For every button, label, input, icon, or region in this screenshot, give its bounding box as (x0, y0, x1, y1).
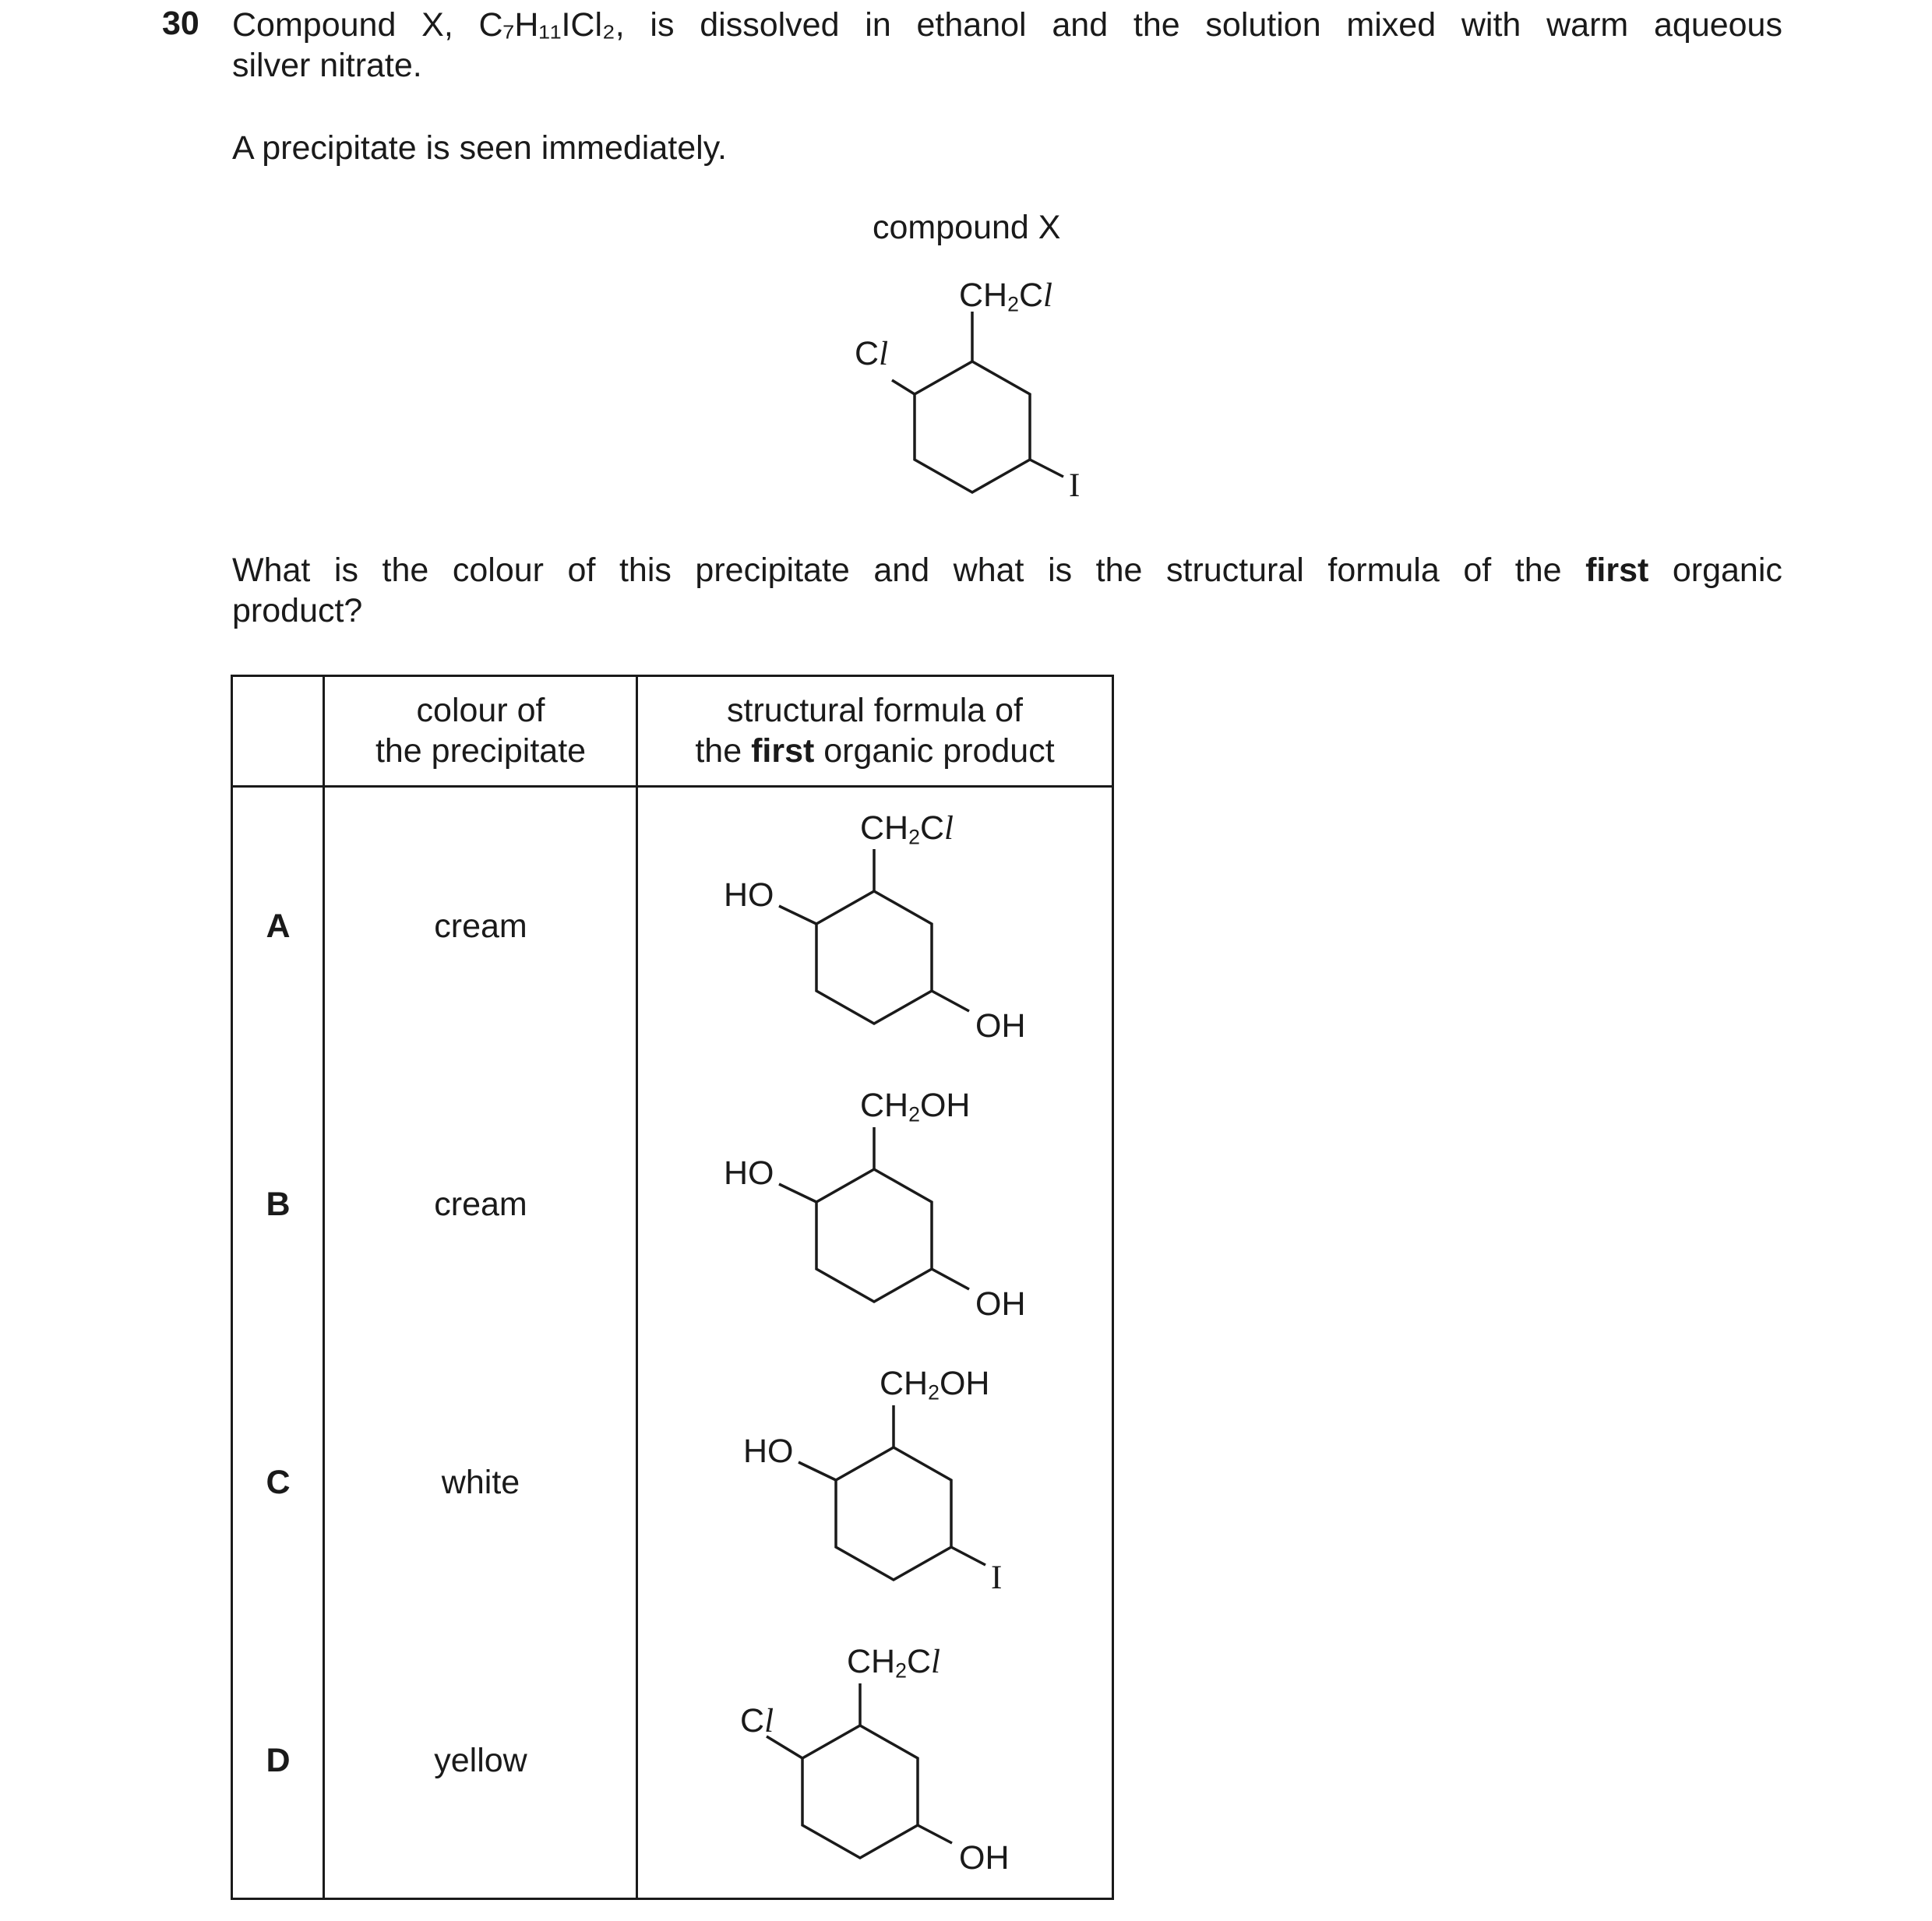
question-number: 30 (162, 5, 199, 42)
header-colour-line2: the precipitate (375, 732, 587, 770)
prompt1-word: the (1095, 552, 1143, 589)
row-letter-d: D (266, 1742, 291, 1779)
option-a-left-label: HO (724, 876, 774, 914)
prompt1-word: the (382, 552, 429, 589)
row-colour-b: cream (434, 1186, 527, 1223)
option-d-left-label: Cl (740, 1702, 774, 1739)
header-formula-line1: structural formula of (727, 692, 1023, 729)
option-b-left-label: HO (724, 1154, 774, 1192)
row-letter-c: C (266, 1464, 291, 1501)
option-c-top-label: $CH_2OH$ (880, 1365, 990, 1405)
option-d-ring (767, 1683, 952, 1858)
option-b-right-label: OH (975, 1285, 1026, 1323)
compound-x-caption: compound X (873, 209, 1061, 246)
prompt1-word: structural (1166, 552, 1304, 589)
line1-word: aqueous (1653, 6, 1782, 44)
option-c-left-label: HO (743, 1433, 794, 1470)
line1-word: warm (1546, 6, 1629, 44)
prompt1-word: the (1514, 552, 1562, 589)
header-formula-post: organic product (814, 732, 1055, 770)
option-a-top-label: $CH_2Cl$ (860, 809, 954, 849)
option-c-ring (799, 1405, 985, 1580)
option-a-right-label: OH (975, 1007, 1026, 1045)
prompt1-word: precipitate (695, 552, 850, 589)
prompt1-word: formula (1327, 552, 1440, 589)
line1-word: in (865, 6, 891, 44)
line1-word: mixed (1346, 6, 1437, 44)
compound-x-top-label: $CH_2Cl$ (959, 277, 1052, 316)
question-stem-line2: silver nitrate. (232, 47, 422, 84)
option-d-right-label: OH (959, 1839, 1010, 1877)
prompt1-word: of (1463, 552, 1492, 589)
line1-word: with (1461, 6, 1521, 44)
prompt1-word: organic (1672, 552, 1782, 589)
option-b-ring (779, 1127, 969, 1302)
prompt1-word: colour (452, 552, 544, 589)
line1-word: C₇H₁₁ICl₂, (478, 6, 625, 44)
row-colour-a: cream (434, 908, 527, 945)
header-formula-pre: the (695, 732, 752, 770)
prompt1-word: is (333, 552, 358, 589)
line1-word: X, (421, 6, 453, 44)
row-colour-d: yellow (434, 1742, 527, 1779)
option-c-right-label: I (991, 1560, 1003, 1596)
prompt1-word: first (1585, 552, 1649, 589)
prompt1-word: of (567, 552, 596, 589)
line1-word: ethanol (916, 6, 1027, 44)
option-d-top-label: $CH_2Cl$ (847, 1643, 940, 1683)
line1-word: the (1133, 6, 1180, 44)
compound-x-right-label: I (1069, 467, 1081, 504)
observation-text: A precipitate is seen immediately. (232, 129, 727, 167)
option-a-ring (779, 849, 969, 1024)
option-b-top-label: $CH_2OH$ (860, 1087, 971, 1126)
line1-word: is (650, 6, 675, 44)
line1-word: solution (1205, 6, 1321, 44)
prompt1-word: what (953, 552, 1024, 589)
header-colour-line1: colour of (416, 692, 545, 729)
prompt1-word: is (1048, 552, 1073, 589)
row-colour-c: white (441, 1464, 520, 1501)
line1-word: and (1052, 6, 1109, 44)
compound-x-left-label: Cl (855, 335, 889, 372)
compound-x-ring (892, 312, 1063, 492)
line1-word: dissolved (700, 6, 840, 44)
line1-word: Compound (232, 6, 397, 44)
row-letter-b: B (266, 1186, 291, 1223)
prompt1-word: this (619, 552, 672, 589)
header-formula-bold: first (751, 732, 815, 770)
row-letter-a: A (266, 908, 291, 945)
prompt1-word: What (232, 552, 311, 589)
prompt1-word: and (873, 552, 930, 589)
prompt-line2: product? (232, 592, 363, 629)
